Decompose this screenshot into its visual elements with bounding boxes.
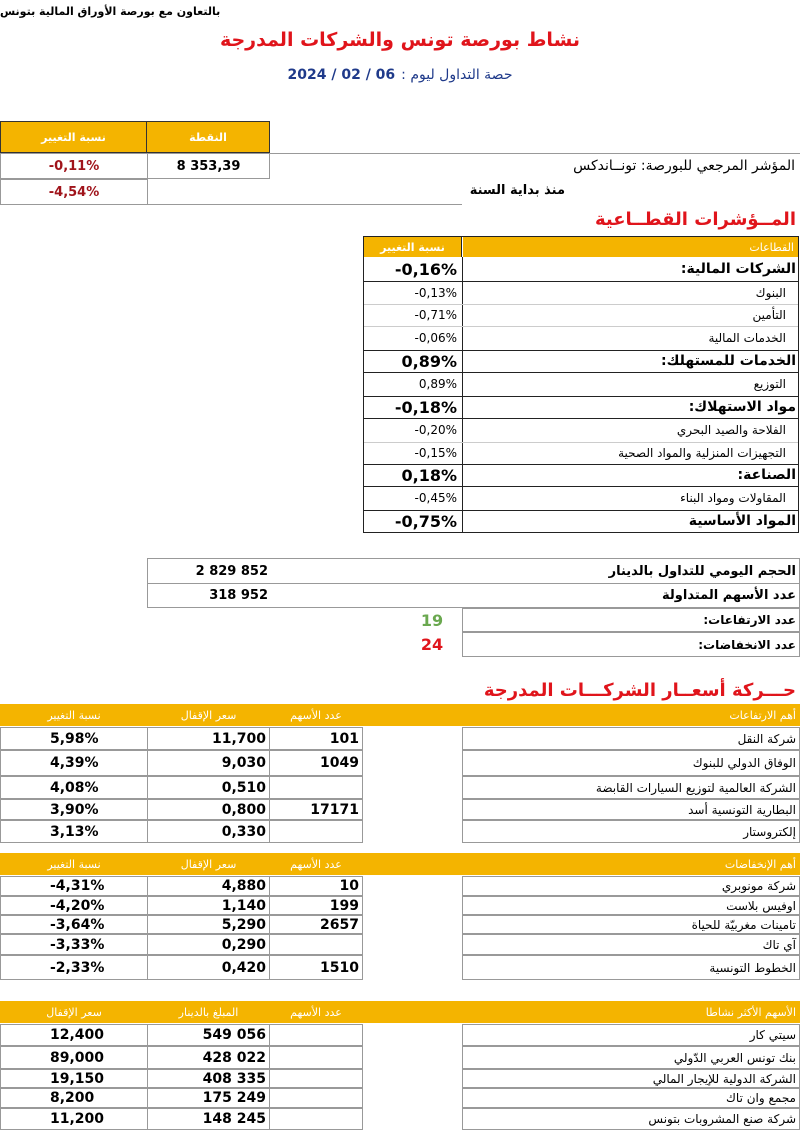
losers-shares: 199 (329, 897, 359, 914)
sector-change: 0,89% (418, 377, 457, 391)
active-close: 11,200 (50, 1111, 105, 1127)
daily-volume-label: الحجم اليومي للتداول بالدينار (608, 563, 796, 579)
losers-shares: 1510 (320, 959, 359, 976)
active-shares (269, 1108, 363, 1130)
active-name: مجمع وان تاك (726, 1091, 796, 1105)
losers-close: 0,420 (221, 959, 266, 976)
active-close: 12,400 (50, 1027, 105, 1043)
active-name: سيتي كار (749, 1028, 796, 1042)
active-amount: 408 335 (202, 1070, 266, 1087)
gainers-close: 0,330 (221, 823, 266, 840)
active-col-shares: عدد الأسهم (269, 1001, 363, 1023)
gainers-change: 3,13% (50, 823, 99, 840)
gainers-shares (269, 820, 363, 843)
sector-sub-label: التوزيع (753, 377, 786, 391)
sectors-col-change: نسبة التغيير (364, 237, 462, 257)
active-name: الشركة الدولية للإيجار المالي (652, 1071, 796, 1086)
sector-change: -0,75% (394, 511, 457, 531)
sector-change: 0,89% (401, 351, 457, 371)
index-col-change: نسبة التغيير (1, 122, 147, 152)
losers-col-name: أهم الإنخفاضات (462, 853, 800, 875)
sector-change: -0,71% (414, 308, 457, 322)
sector-main-label: الشركات المالية: (680, 261, 796, 277)
losers-change: -3,33% (50, 936, 105, 953)
sector-main-label: المواد الأساسية (688, 513, 796, 529)
tunindex-change: -0,11% (48, 158, 100, 174)
gainers-close: 0,800 (221, 801, 266, 818)
losers-col-change: نسبة التغيير (0, 853, 148, 875)
gainers-name: البطارية التونسية أسد (688, 802, 796, 817)
losers-col-close: سعر الإقفال (147, 853, 270, 875)
losers-close: 4,880 (221, 878, 266, 894)
sectors-col-sector: القطاعات (463, 237, 798, 257)
gainers-close: 0,510 (221, 779, 266, 796)
losers-change: -2,33% (50, 959, 105, 976)
losers-name: تامينات مغربيّة للحياة (691, 917, 796, 932)
losers-change: -3,64% (50, 916, 105, 933)
losers-shares: 2657 (320, 916, 359, 933)
gainers-col-close: سعر الإقفال (147, 704, 270, 726)
active-close: 19,150 (50, 1070, 105, 1087)
gainers-shares: 1049 (320, 755, 359, 771)
active-close: 89,000 (50, 1049, 105, 1066)
active-col-name: الأسهم الأكثر نشاطا (462, 1001, 800, 1023)
sector-change: -0,13% (414, 285, 457, 300)
gainers-close: 11,700 (211, 730, 266, 747)
active-name: شركة صنع المشروبات بتونس (648, 1112, 796, 1126)
active-name: بنك تونس العربي الدّولي (673, 1050, 796, 1065)
sectors-title: المــؤشرات القطــاعية (594, 208, 796, 230)
active-col-close: سعر الإقفال (0, 1001, 148, 1023)
active-amount: 175 249 (202, 1090, 266, 1106)
losers-name: اوفيس بلاست (726, 898, 796, 913)
gainers-change: 3,90% (50, 801, 99, 818)
losers-close: 1,140 (221, 897, 266, 914)
losers-name: الخطوط التونسية (709, 960, 796, 975)
sector-sub-label: الخدمات المالية (708, 331, 786, 345)
active-amount: 428 022 (202, 1049, 266, 1066)
sector-change: -0,06% (414, 331, 457, 345)
sector-sub-label: الفلاحة والصيد البحري (676, 423, 786, 437)
losers-change: -4,31% (50, 878, 105, 894)
active-amount: 549 056 (202, 1027, 266, 1043)
active-shares (269, 1088, 363, 1108)
session-line (200, 64, 600, 86)
falls-count: 24 (420, 635, 444, 654)
losers-name: شركة مونوبري (721, 879, 796, 893)
tunindex-label: المؤشر المرجعي للبورصة: تونــاندكس (573, 158, 795, 174)
gainers-shares: 17171 (310, 801, 359, 818)
losers-close: 5,290 (221, 916, 266, 933)
sector-sub-label: التأمين (752, 308, 786, 322)
sector-change: -0,15% (414, 446, 457, 460)
sector-sub-label: التجهيزات المنزلية والمواد الصحية (618, 446, 786, 460)
active-col-amount: المبلغ بالدينار (147, 1001, 270, 1023)
movement-title: حـــركة أسعــار الشركـــات المدرجة (483, 679, 796, 701)
sector-change: -0,45% (414, 491, 457, 505)
gainers-shares (269, 776, 363, 799)
sector-change: -0,16% (394, 259, 457, 279)
daily-volume-value: 2 829 852 (195, 563, 268, 579)
gainers-shares: 101 (329, 730, 359, 747)
active-shares (269, 1024, 363, 1046)
active-shares (269, 1046, 363, 1069)
losers-shares (269, 934, 363, 955)
sector-main-label: الخدمات للمستهلك: (660, 353, 796, 369)
falls-label: عدد الانخفاضات: (698, 637, 796, 652)
gainers-col-name: أهم الارتفاعات (462, 704, 800, 726)
losers-col-shares: عدد الأسهم (269, 853, 363, 875)
gainers-close: 9,030 (221, 755, 266, 771)
index-col-points: النقطة (147, 122, 269, 152)
losers-close: 0,290 (221, 936, 266, 953)
page-title: نشاط بورصة تونس والشركات المدرجة (219, 29, 581, 51)
active-close: 8,200 (50, 1090, 95, 1106)
gainers-name: إلكتروستار (743, 824, 796, 839)
gainers-change: 5,98% (50, 730, 99, 747)
active-shares (269, 1069, 363, 1088)
losers-name: آي تاك (762, 937, 796, 952)
rises-count: 19 (420, 610, 444, 630)
sector-change: -0,20% (414, 423, 457, 437)
sector-main-label: الصناعة: (737, 467, 796, 483)
active-amount: 148 245 (202, 1111, 266, 1127)
sector-main-label: مواد الاستهلاك: (688, 399, 796, 415)
losers-shares: 10 (339, 878, 359, 894)
shares-traded-label: عدد الأسهم المتداولة (662, 588, 796, 603)
ytd-label: منذ بداية السنة (469, 182, 565, 198)
shares-traded-value: 318 952 (209, 588, 268, 603)
gainers-name: الشركة العالمية لتوزيع السيارات القابضة (595, 780, 796, 795)
ytd-change: -4,54% (48, 184, 100, 200)
gainers-col-change: نسبة التغيير (0, 704, 148, 726)
gainers-name: الوفاق الدولي للبنوك (692, 756, 796, 770)
gainers-name: شركة النقل (737, 731, 796, 746)
session-date: 2024 / 02 / 06 (287, 67, 396, 83)
gainers-change: 4,08% (50, 779, 99, 796)
rises-label: عدد الارتفاعات: (703, 613, 796, 627)
gainers-change: 4,39% (50, 755, 99, 771)
partner-note: بالتعاون مع بورصة الأوراق المالية بتونس (0, 4, 221, 18)
session-label: حصة التداول ليوم : (401, 67, 513, 83)
sector-change: -0,18% (394, 397, 457, 417)
sector-sub-label: البنوك (755, 285, 786, 300)
sector-change: 0,18% (401, 465, 457, 485)
tunindex-points: 8 353,39 (176, 158, 241, 174)
losers-change: -4,20% (50, 897, 105, 914)
gainers-col-shares: عدد الأسهم (269, 704, 363, 726)
sector-sub-label: المقاولات ومواد البناء (680, 491, 786, 505)
